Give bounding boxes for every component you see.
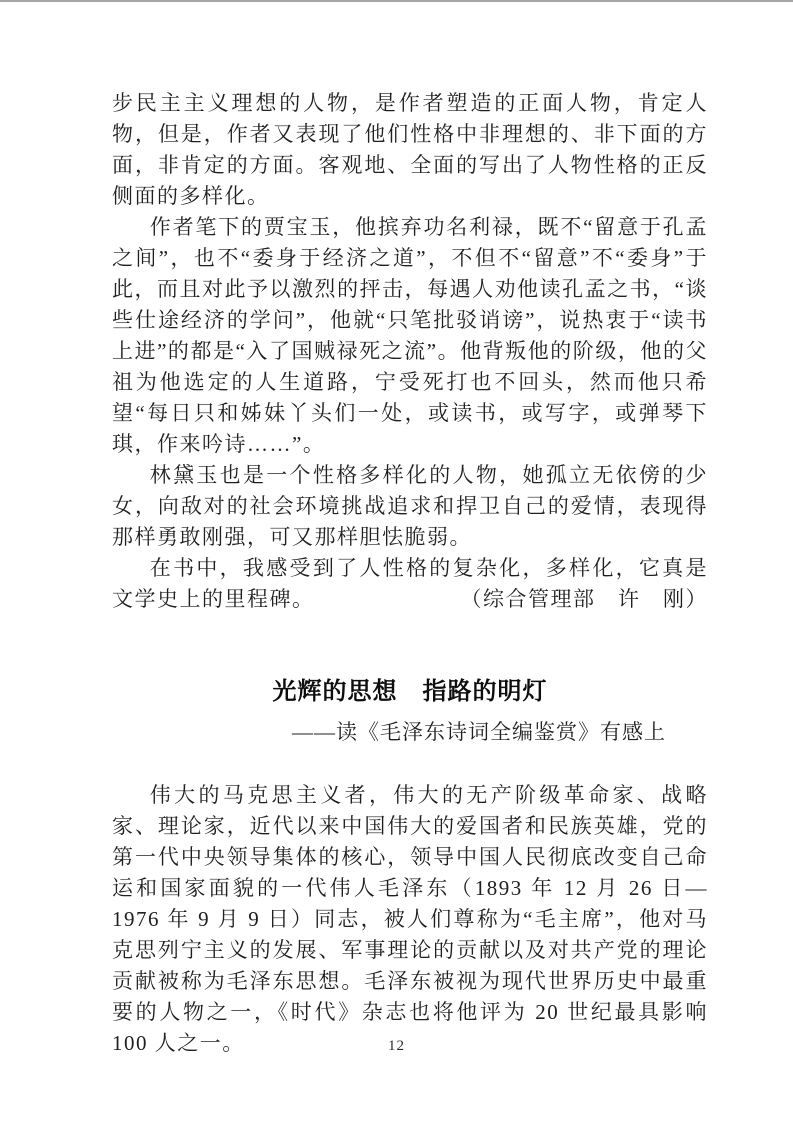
page-body: [112, 88, 708, 1059]
article-title: 光辉的思想 指路的明灯: [272, 678, 548, 705]
paragraph-closing: [112, 553, 708, 615]
scan-edge-artifact: [0, 0, 793, 2]
paragraph-jiabaoyu: 作者笔下的贾宝玉，他摈弃功名利禄，既不“留意于孔孟之间”，也不“委身于经济之道”，不但不“留意”不“委身”于此，而且对此予以激烈的抨击，每遇人劝他读孔孟之书，“谈些仕途经济的学问”，他就“只笔批驳诮谤”，说热衷于“读书上进”的都是“入了国贼禄死之流”。他背叛他的阶级，他的父祖为他选定的人生道路，宁受死打也不回头，然而他只希望“每日只和姊妹丫头们一处，或读书，或写字，或弹琴下琪，作来吟诗……”。: [112, 215, 708, 456]
author-attribution: （综合管理部 许 刚）: [460, 587, 708, 611]
paragraph-lindaiyu: 林黛玉也是一个性格多样化的人物，她孤立无依傍的少女，向敌对的社会环境挑战追求和捍卫自己的爱情，表现得那样勇敢刚强，可又那样胆怯脆弱。: [112, 463, 708, 549]
article-mao-poetry: [112, 677, 708, 1059]
article-character-essay: [112, 88, 708, 615]
page-number: 12: [388, 1038, 405, 1054]
paragraph-mao-intro: 伟大的马克思主义者，伟大的无产阶级革命家、战略家、理论家，近代以来中国伟大的爱国者和民族英雄，党的第一代中央领导集体的核心，领导中国人民彻底改变自己命运和国家面貌的一代伟人毛泽东（1893 年 12 月 26 日—1976 年 9 月 9 日）同志，被人们尊称为“毛主席”，他对马克思列宁主义的发展、军事理论的贡献以及对共产党的理论贡献被称为毛泽东思想。毛泽东被视为现代世界历史中最重要的人物之一，《时代》杂志也将他评为 20 世纪最具影响 100 人之一。: [112, 783, 708, 1055]
paragraph-continuation: 步民主主义理想的人物，是作者塑造的正面人物，肯定人物，但是，作者又表现了他们性格中非理想的、非下面的方面，非肯定的方面。客观地、全面的写出了人物性格的正反侧面的多样化。: [112, 91, 708, 208]
article-subtitle: ——读《毛泽东诗词全编鉴赏》有感上: [292, 720, 666, 744]
closing-text: 在书中，我感受到了人性格的复杂化，多样化，它真是文学史上的里程碑。: [112, 556, 708, 611]
